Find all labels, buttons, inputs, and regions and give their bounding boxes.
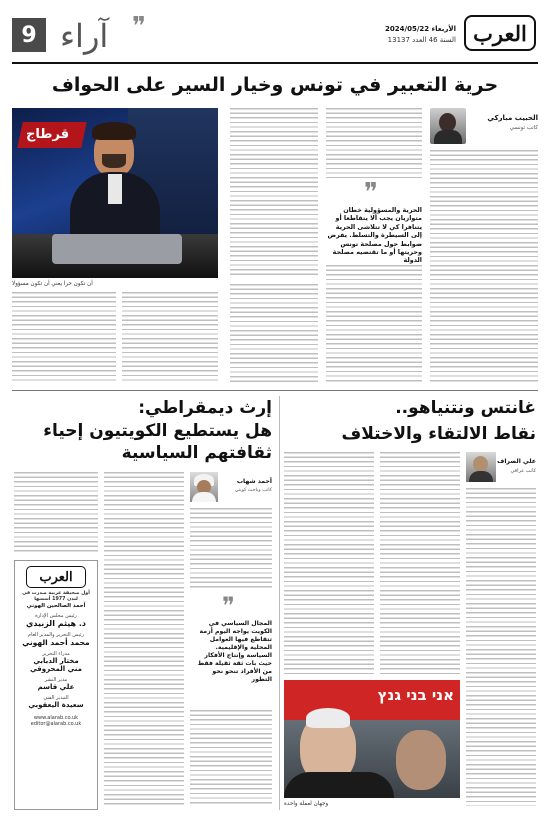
info-editor: محمد أحمد الهوني	[22, 638, 90, 647]
text-column	[466, 488, 536, 806]
author-title: كاتب عراقي	[510, 468, 536, 474]
publisher-info-box	[14, 560, 98, 810]
info-director: علي قاسم	[37, 683, 75, 691]
author-name: أحمد شهاب	[236, 478, 272, 485]
pull-quote-text: الحرية والمسؤولية خطان متوازيان يجب ألا يتقاطعا أو يتنافرا كي لا تتلاشى الحرية إلى السيطرة والتسلط. يفرض ضوابط حول مصلحة تونس وحريتها أو ما تقتضيه مصلحة الدولة	[327, 206, 422, 265]
tv-logo-label: قرطاج	[26, 127, 70, 142]
quote-mark-icon: ❞	[222, 592, 235, 620]
info-editing-manager-label: مدراء التحرير	[42, 651, 70, 657]
author-title: كاتب وباحث كويتي	[234, 488, 272, 493]
text-column	[284, 452, 374, 674]
info-board-chair: د. هيثم الزبيدي	[25, 619, 86, 628]
masthead-rule	[12, 62, 538, 64]
quote-icon: ❞	[132, 12, 146, 42]
section-title: ❞ آراء	[60, 12, 146, 55]
tv-studio-photo	[12, 108, 218, 278]
text-column	[190, 710, 272, 806]
text-column	[230, 108, 318, 278]
info-editor-label: رئيس التحرير والمدير العام	[28, 632, 84, 638]
author-photo	[430, 108, 466, 144]
info-founder: أحمد الصالحين الهوني	[26, 603, 86, 609]
text-column	[326, 265, 422, 382]
article-left-headline: هل يستطيع الكويتيون إحياء ثقافتهم السياسية	[43, 421, 272, 463]
info-website[interactable]: www.alarab.co.uk	[33, 715, 79, 721]
info-founded: أول صحيفة عربية صدرت في لندن 1977 أسسها	[22, 591, 90, 602]
text-column	[190, 508, 272, 588]
text-column	[122, 292, 218, 382]
article-left-kicker: إرث ديمقراطي:	[138, 398, 272, 418]
info-editing-manager: مختار الدبابي	[33, 657, 79, 665]
info-art-director: سعيدة اليعقوبي	[28, 701, 84, 709]
info-board-chair-label: رئيس مجلس الإدارة	[35, 613, 77, 619]
author-name: علي الصراف	[497, 458, 536, 465]
gantz-poster-photo	[284, 680, 460, 798]
text-column	[14, 472, 98, 554]
author-photo	[190, 472, 218, 502]
text-column	[12, 292, 116, 382]
author-block	[466, 452, 536, 482]
author-block	[190, 472, 272, 502]
quote-mark-icon: ❞	[364, 178, 378, 208]
column-divider	[279, 396, 280, 810]
info-email[interactable]: editor@alarab.co.uk	[30, 721, 82, 727]
info-director-label: مدير النشر	[44, 677, 68, 683]
author-block	[430, 108, 538, 144]
info-logo: العرب	[26, 566, 86, 588]
info-art-label: المدير الفني	[43, 695, 69, 701]
pull-quote	[190, 594, 272, 704]
text-column	[430, 150, 538, 382]
photo-caption: وجهان لعملة واحدة	[284, 801, 329, 807]
pull-quote	[326, 108, 422, 265]
masthead-logo: العرب	[464, 15, 536, 51]
top-headline: حرية التعبير في تونس وخيار السير على الحواف	[51, 74, 499, 96]
pull-quote-text: المجال السياسي في الكويت يواجه اليوم أزمة تتقاطع فيها العوامل المحلية والإقليمية. السياسة وإنتاج الأفكار حيث بات ثقة ثقيلة فقط من الأفراد تنحو نحو التطور	[197, 620, 272, 683]
author-photo	[466, 452, 496, 482]
masthead-date: الأربعاء 2024/05/22	[385, 25, 456, 33]
author-name: الحبيب مباركي	[487, 114, 538, 122]
text-column	[230, 284, 318, 382]
info-editing-manager-2: مني المحروقي	[30, 665, 82, 673]
text-column	[380, 452, 460, 674]
photo-caption: أن تكون حرا يعني أن تكون مسؤولا	[12, 281, 93, 287]
article-right-headline: نقاط الالتقاء والاختلاف	[341, 424, 536, 444]
section-rule	[12, 390, 538, 391]
page-number: 9	[12, 18, 46, 52]
poster-text: אני בני גנץ	[377, 686, 454, 704]
author-title: كاتب تونسي	[509, 125, 538, 131]
masthead-issue: السنة 46 العدد 13137	[387, 36, 456, 44]
text-column	[104, 472, 184, 806]
article-right-kicker: غانتس ونتنياهو..	[395, 398, 536, 418]
